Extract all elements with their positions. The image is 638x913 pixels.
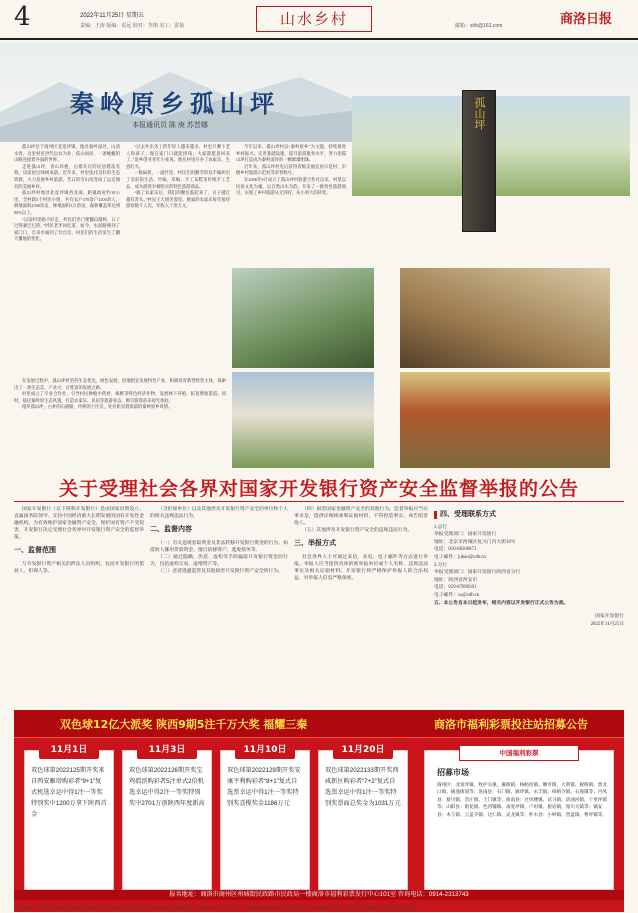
- welfare-lottery-logo: 中国福利彩票: [459, 745, 579, 761]
- lottery-advertisement: [14, 710, 624, 900]
- divider: [14, 501, 624, 502]
- page-footer: 本社地址：商洛市北新街西段92号 邮政编码：726000 办公室电话：2313490 采编部电话：2325222 广告许可证：6125004000002 广告公司电话：2314088 订阅：全年180元 印刷：商洛日报社印刷厂: [14, 905, 419, 910]
- section-heading: 一、监督范围: [14, 547, 56, 554]
- paragraph: 漫步孤山坪，古朴的石板路、传统的土坯房，处处彰显着浓郁的秦岭原乡风情。: [22, 404, 173, 410]
- contact-line: 电话：010-68306871: [434, 547, 477, 553]
- paragraph: 在发展过程中，孤山坪村坚持生态优先、绿色发展，因地制宜发展特色产业，积极培育新型经营主体，探索出了一条生态美、产业兴、百姓富的发展之路。: [14, 378, 226, 390]
- paragraph: 村里成立了专业合作社，引导村民种植中药材、核桃等特色经济作物，发展林下养殖，拓宽增收渠道。同时，依托秦岭原生态风貌，打造农家乐、民宿等旅游业态，吸引游客前来观光体验。: [14, 391, 226, 403]
- winner-card: [122, 745, 212, 890]
- paragraph: 孤山坪村地处北宽坪镇西北部，距镇政府约10公里，全村辖5个村民小组，共有农户370余户1200余人，耕地面积2500余亩，林地面积3万余亩，森林覆盖率达到90%以上。: [14, 190, 120, 215]
- stone-pillar-photo: [462, 90, 496, 232]
- paragraph: 与开发银行资产相关的涉法人员组织，包括开发银行的借款人、担保人等。: [14, 562, 144, 574]
- contact-line: 电话：029-87690301: [434, 585, 477, 591]
- paragraph: （三）恶意逃避监管及其他损害开发银行资产安全的行为。: [158, 569, 283, 574]
- paragraph: （含担保单位）以及其他涉及开发银行资产安全的单位和个人的相关违规违法行为。: [150, 507, 288, 519]
- feature-byline: 本报通讯员 陈 庚 苏晋娜: [132, 122, 208, 129]
- recruitment-list: 商州区：北宽坪镇、牧护关镇、麻街镇、杨峪河镇、腰市镇、大荆镇、板桥镇、黑龙口镇、砚池街道等；洛南县：石门镇、麻坪镇、永丰镇、柏峪寺镇、石坡镇等；丹凤县：蔡川镇、峦庄镇、土门镇等；商南县：过风楼镇、试马镇、清油河镇、十里坪镇等；山阳县：银花镇、色河铺镇、南宽坪镇、户垣镇、板岩镇、漫川关镇等；镇安县：木王镇、云盖寺镇、达仁镇、灵龙镇等；柞水县：小岭镇、营盘镇、曹坪镇等。: [437, 782, 607, 817]
- ad-right-headline: 商洛市福利彩票投注站招募公告: [434, 718, 588, 731]
- announcement-column-4: [434, 506, 624, 706]
- feature-column-3: [236, 144, 346, 264]
- paragraph: “以前村里路不好走，村民们出门要翻山越岭，日子过得紧巴巴的。”村民老李回忆道。如今，水泥路修到了家门口，自来水通到了灶台边，村民们的生活发生了翻天覆地的变化。: [14, 216, 120, 242]
- announcement-column-2: [150, 506, 288, 706]
- announcement-column-3: [294, 506, 428, 706]
- section-heading: 二、监督内容: [150, 526, 192, 533]
- paragraph: “过去外出务工的年轻人越来越多，村里只剩下老人和孩子。现在家门口就能挣钱，大家都愿意回来了。”返乡创业青年小张说。他在村里开办了农家乐，生意红火。: [126, 144, 230, 169]
- paragraph: 今年以来，孤山坪村以“秦岭原乡”为主题，持续推进乡村振兴，完善基础设施，提升旅游服务水平，努力把孤山坪打造成为秦岭深处的一颗璀璨明珠。: [236, 144, 346, 163]
- signature: 国家开发银行: [595, 614, 624, 620]
- ad-header-band: [14, 710, 624, 738]
- announcement-column-1: [14, 506, 144, 706]
- feature-title: 秦岭原乡孤山坪: [70, 89, 280, 118]
- paragraph: 孤山坪位于商州区北宽坪镇，地处秦岭深处，山清水秀，这里村民世代以农为业，依山而居，一条蜿蜒的山路连接着外面的世界。: [14, 144, 120, 163]
- page-header: [0, 0, 638, 40]
- editor-credits: 责编：王涛 版编：雷远 校对：李翔 美工：雷茹: [80, 23, 185, 29]
- card-text: 双色球第2022129期开奖安康平利购彩者“8+1”复式自选票幸运中得1注一等奖特别奖喜揽奖金1186万元: [227, 767, 301, 807]
- page-number: 4: [14, 2, 31, 32]
- paragraph: 近年来，孤山坪村先后获得省级美丽宜居示范村、市级乡村旅游示范村等荣誉称号。: [236, 163, 346, 176]
- paragraph: 国家开发银行（以下简称开发银行）是由国家出资设立、直属国务院领导、支持中国经济重大长期发展的国有开发性金融机构。为有效维护国家金融资产安全，保护国有资产不受侵害，开发银行决定受理社会各界对开发银行资产安全的监督举报。: [14, 507, 144, 540]
- section-heading: 三、举报方式: [294, 540, 336, 547]
- card-date: 11月3日: [137, 741, 197, 759]
- card-date: 11月1日: [39, 741, 99, 759]
- villagers-working-photo: [400, 268, 610, 368]
- paragraph: 走进孤山坪，青山环抱，白墙灰瓦的民居错落有致，房前屋后绿树成荫。近年来，村里依托良好的生态资源，大力发展乡村旅游，昔日的穷山沟变成了远近闻名的美丽乡村。: [14, 163, 120, 189]
- card-text: 双色球第2022133期开奖西咸新区购彩者“7+2”复式自选票幸运中得1注一等奖特别奖票面总奖金为1031万元: [325, 767, 401, 807]
- paragraph: 一根扁担、一副竹筐，村民们用勤劳的双手编织出了美好的生活。竹编、草编、手工布鞋等传统手工艺品，成为游客争相购买的特色旅游商品。: [126, 170, 230, 189]
- ad-left-headline: 双色球12亿大派奖 陕西9期5注千万大奖 福耀三秦: [60, 718, 308, 731]
- feature-column-1: [14, 144, 120, 374]
- card-text: 双色球第2022125期开奖来自西安雁塔购彩者“9+1”复式机选幸运中得1注一等奖特别奖中1200万拿下陕西首金: [31, 767, 107, 818]
- ad-footer-text: 报名地址：商洛市商州区州城街民政路市民政局一楼商洛市福利彩票发行中心101室 咨询电话：0914-2313743: [14, 890, 624, 900]
- card-text: 双色球第2022126期开奖宝鸡渭滨购彩者5注单式2倍机选幸运中得2注一等奖特别奖中2701万创陕西年度新高: [129, 767, 205, 807]
- contact-line: 地址：陕西省西安市: [434, 577, 478, 583]
- contact-line: 举报受理部门：国家开发银行: [434, 532, 497, 538]
- card-date: 11月20日: [333, 741, 393, 759]
- contact-line: 电子邮件：jubao@cdb.cn: [434, 554, 486, 560]
- section-title: 山水乡村: [256, 6, 372, 32]
- editor-email: 邮箱：slrb@163.com: [455, 23, 503, 29]
- card-date: 11月10日: [235, 741, 295, 759]
- feature-column-4: [14, 378, 226, 470]
- contact-line: 电子邮件：sx@cdb.cn: [434, 592, 480, 598]
- recruitment-heading: 招募市场: [437, 768, 469, 777]
- paragraph: “搞了农家乐后，我们的腰包鼓起来了，日子越过越有奔头。”村民王大姐笑着说。她家的农家乐每年接待游客数千人次，年收入十余万元。: [126, 190, 230, 209]
- section-heading: 四、受理联系方式: [434, 511, 624, 519]
- crafts-photo: [400, 372, 610, 468]
- paragraph: 社会各界人士可通过来信、来电、电子邮件等方式进行举报。举报人应当提供具体的被举报单位或个人名称、违规违法事实及相关证据材料。开发银行将严格保护举报人的合法权益，对举报人信息严格保密。: [294, 555, 428, 581]
- winner-card: [24, 745, 114, 890]
- masthead-logo: 商洛日报: [560, 12, 613, 27]
- recruitment-panel: [424, 750, 614, 890]
- contact-line: 举报受理部门：国家开发银行陕西省分行: [434, 570, 521, 576]
- signature-date: 2022年11月25日: [590, 621, 624, 627]
- feature-column-2: [126, 144, 230, 374]
- paragraph: （一）有关违规套取资金及非法转移开发银行资金的行为。如借款人挪用贷款资金、擅自转移资产、逃废债务等。: [150, 541, 288, 553]
- paragraph: （二）通过隐瞒、伪造、虚构等手段骗取开发银行资金的行为，包括虚构交易、虚增资产等。: [150, 555, 288, 567]
- paragraph: （五）其他涉及开发银行资产安全的违规违法行为。: [302, 528, 413, 533]
- announcement-title: 关于受理社会各界对国家开发银行资产安全监督举报的公告: [58, 478, 579, 500]
- issue-date: 2022年11月25日 星期五: [80, 13, 144, 19]
- village-road-photo: [232, 268, 374, 368]
- winner-card: [220, 745, 310, 890]
- farmhouse-photo: [232, 372, 374, 468]
- paragraph: （四）损害国家金融资产安全的其他行为。监督举报应当实事求是，提供详细线索和证据材料，不得捏造事实、诬告陷害他人。: [294, 507, 428, 526]
- contact-label: 1.总行: [434, 524, 448, 530]
- contact-label: 2.分行: [434, 562, 448, 568]
- pillar-inscription: 孤山坪: [473, 97, 486, 130]
- paragraph: 在2006年9月成立了孤山坪村旅游合作社以来，村里以民俗文化为魂，以自然山水为韵，开发了一批特色旅游项目，实现了乡村旅游从无到有、从小到大的转变。: [236, 176, 346, 196]
- contact-line: 五、本公告自本日起发布，相关内容以开发银行正式公告为准。: [434, 600, 569, 606]
- feature-article: [0, 42, 638, 472]
- winner-card: [318, 745, 408, 890]
- contact-line: 地址：北京市西城区复兴门内大街18号: [434, 539, 516, 545]
